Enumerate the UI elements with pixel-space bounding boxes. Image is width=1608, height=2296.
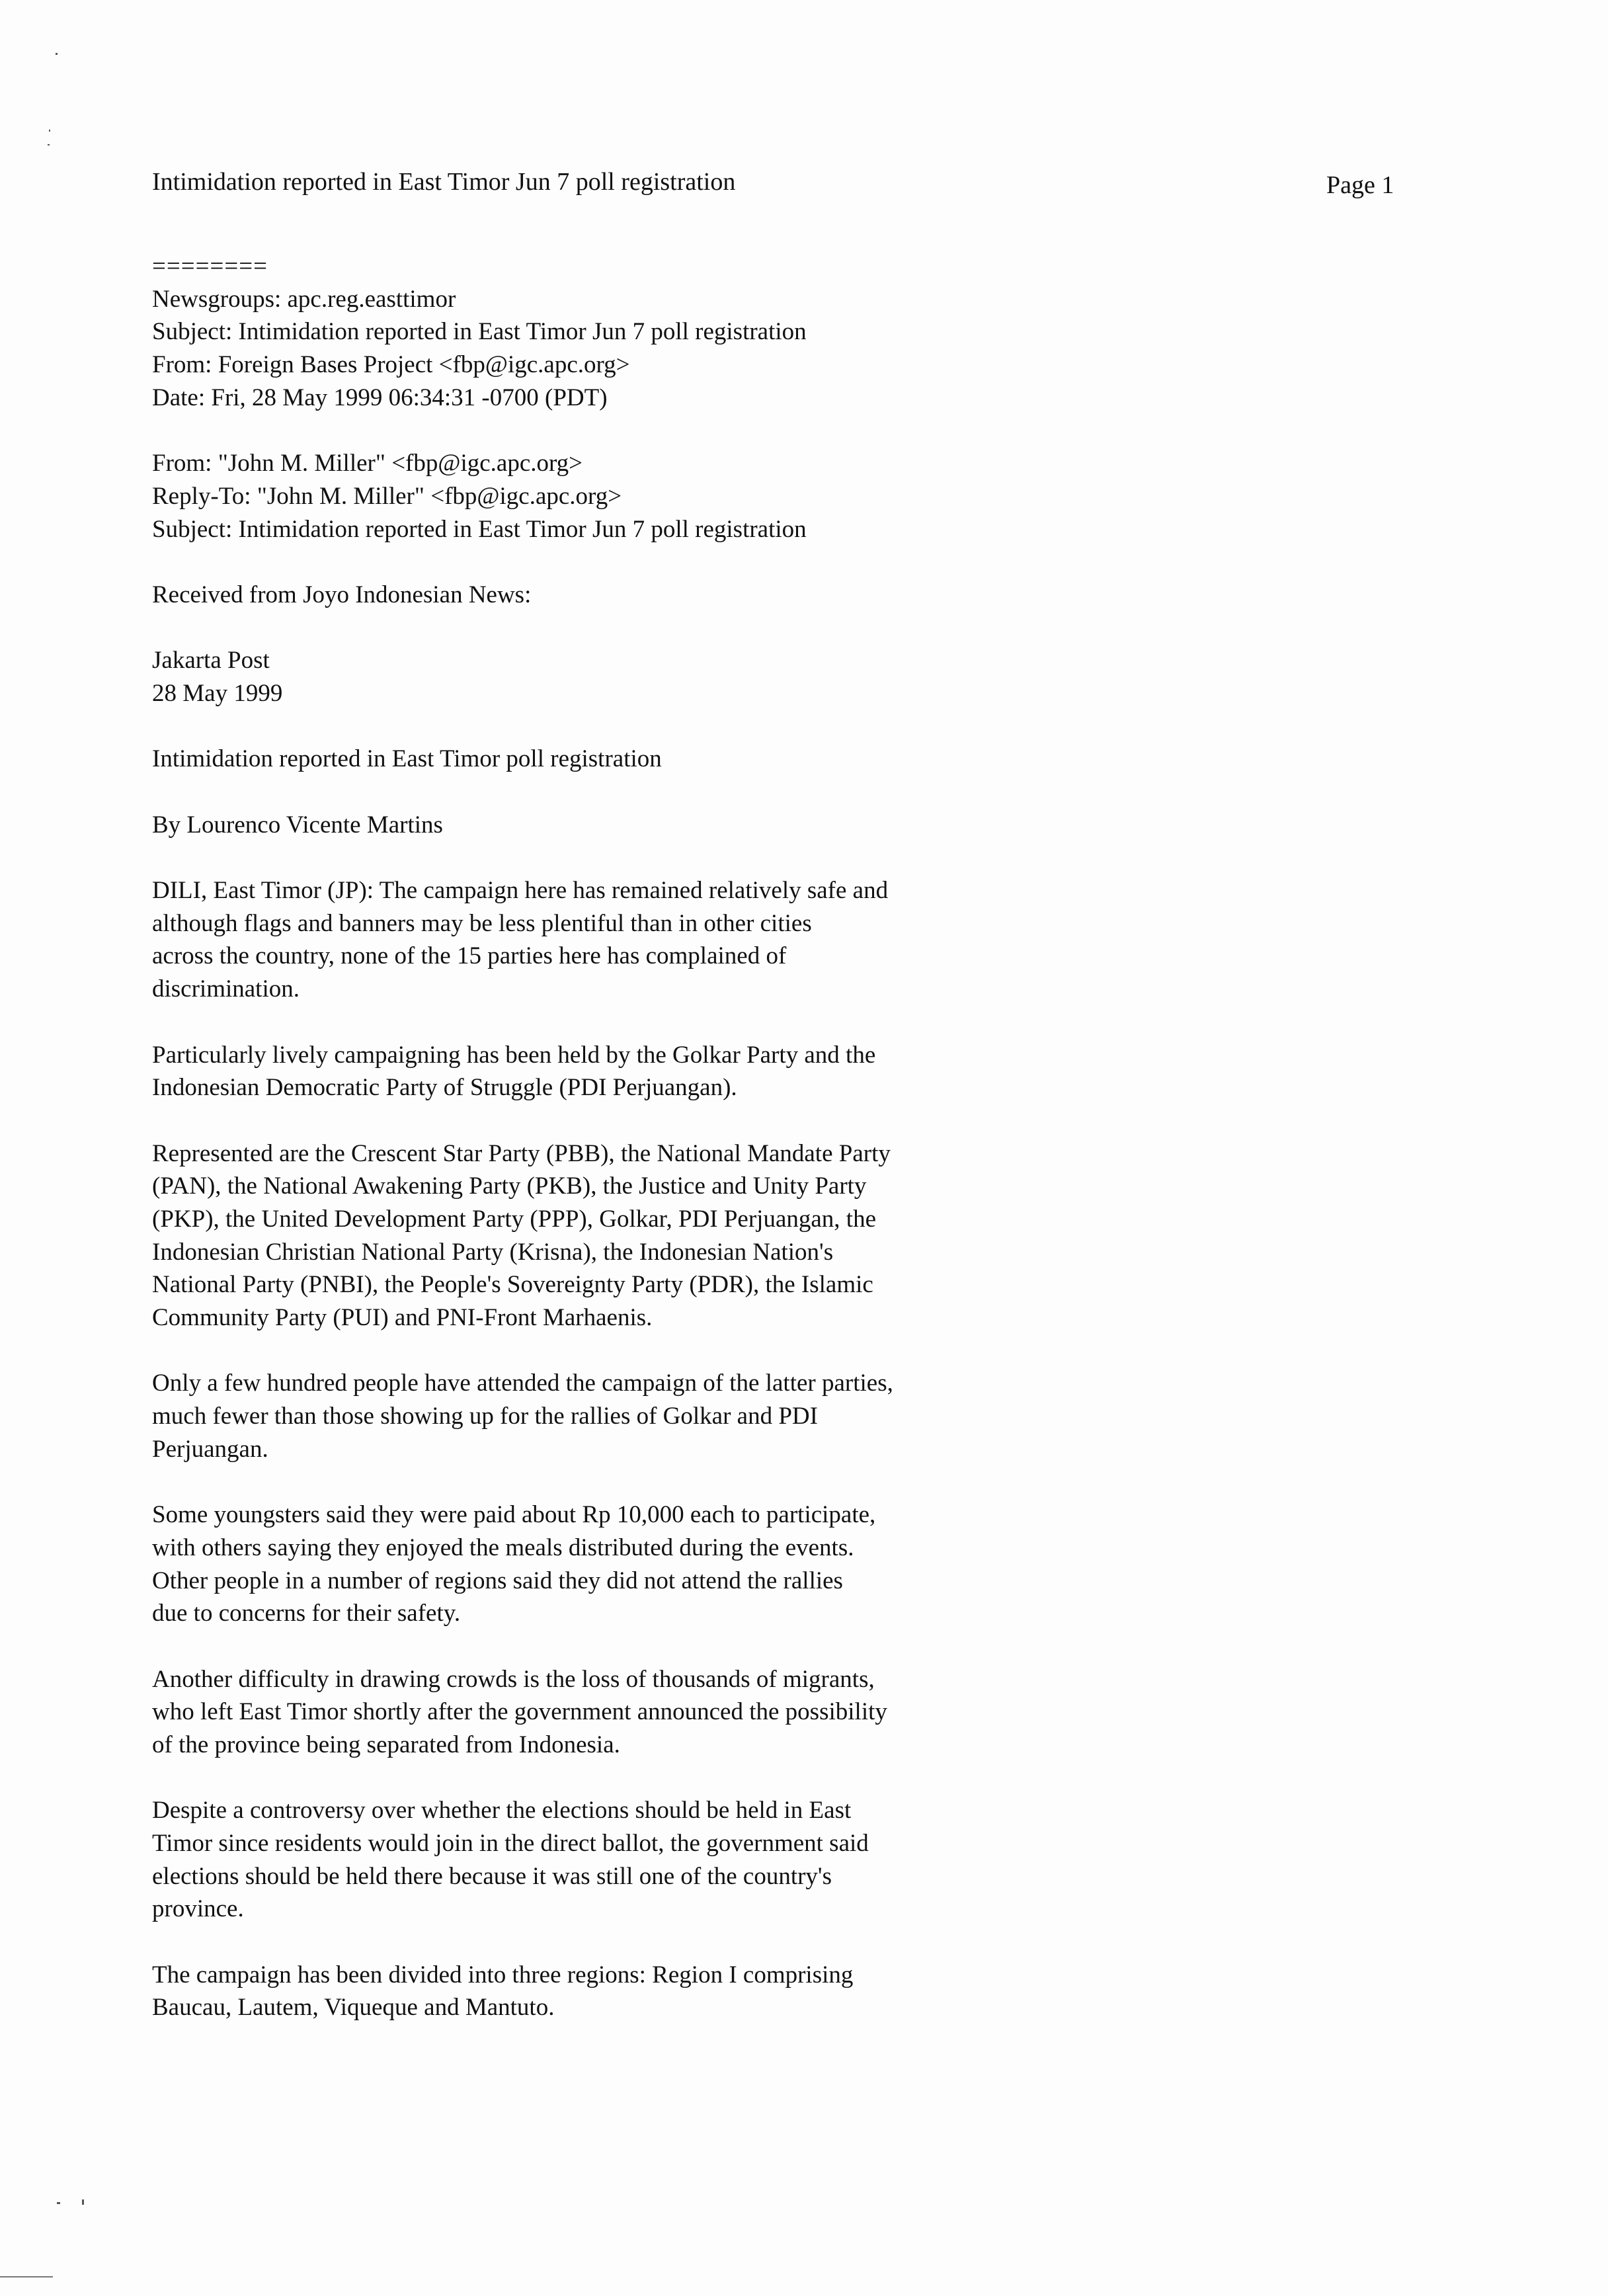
paragraph-line: with others saying they enjoyed the meals distributed during the events. — [152, 1534, 854, 1561]
paragraph-line: due to concerns for their safety. — [152, 1600, 461, 1627]
paragraph-line: elections should be held there because it was still one of the country's — [152, 1862, 832, 1890]
paragraph-line: National Party (PNBI), the People's Sovereignty Party (PDR), the Islamic — [152, 1271, 873, 1299]
article-paragraph-8 — [152, 1959, 1408, 2024]
scan-speck — [82, 2199, 84, 2205]
forward-from: From: "John M. Miller" <fbp@igc.apc.org> — [152, 450, 583, 477]
message-headers — [152, 283, 1408, 415]
article-paragraph-6 — [152, 1663, 1408, 1762]
scan-speck — [56, 53, 58, 55]
paragraph-line: Perjuangan. — [152, 1435, 268, 1463]
forward-reply-to: Reply-To: "John M. Miller" <fbp@igc.apc.org> — [152, 482, 622, 510]
article-headline: Intimidation reported in East Timor poll registration — [152, 745, 662, 773]
page-number: Page 1 — [1326, 171, 1394, 199]
running-head-title: Intimidation reported in East Timor Jun 7 poll registration — [152, 168, 736, 196]
spacer — [152, 1465, 1408, 1498]
header-from: From: Foreign Bases Project <fbp@igc.apc.org> — [152, 351, 630, 379]
paragraph-line: province. — [152, 1895, 244, 1923]
article-paragraph-2 — [152, 1039, 1408, 1104]
spacer — [152, 776, 1408, 809]
article-byline: By Lourenco Vicente Martins — [152, 811, 443, 839]
paragraph-line: Indonesian Democratic Party of Struggle (PDI Perjuangan). — [152, 1074, 737, 1102]
spacer — [152, 1006, 1408, 1039]
spacer — [152, 1334, 1408, 1368]
spacer — [152, 841, 1408, 874]
header-subject: Subject: Intimidation reported in East Timor Jun 7 poll registration — [152, 318, 807, 346]
paragraph-line: Timor since residents would join in the direct ballot, the government said — [152, 1830, 869, 1857]
paragraph-line: Represented are the Crescent Star Party (PBB), the National Mandate Party — [152, 1139, 891, 1167]
source-block — [152, 644, 1408, 710]
source-date: 28 May 1999 — [152, 679, 283, 707]
paragraph-line: Indonesian Christian National Party (Krisna), the Indonesian Nation's — [152, 1238, 834, 1266]
scan-speck — [48, 144, 50, 145]
forward-headers — [152, 447, 1408, 546]
spacer — [152, 612, 1408, 645]
spacer — [152, 710, 1408, 743]
scan-edge-line — [0, 2276, 53, 2277]
scan-speck — [49, 130, 50, 132]
paragraph-line: although flags and banners may be less plentiful than in other cities — [152, 909, 812, 937]
paragraph-line: Only a few hundred people have attended the campaign of the latter parties, — [152, 1370, 893, 1397]
paragraph-line: discrimination. — [152, 975, 300, 1003]
paragraph-line: Some youngsters said they were paid about Rp 10,000 each to participate, — [152, 1501, 876, 1529]
paragraph-line: (PKP), the United Development Party (PPP), Golkar, PDI Perjuangan, the — [152, 1205, 877, 1233]
scan-speck — [57, 2202, 60, 2204]
spacer — [152, 1630, 1408, 1663]
header-date: Date: Fri, 28 May 1999 06:34:31 -0700 (PDT) — [152, 384, 608, 411]
header-newsgroups: Newsgroups: apc.reg.easttimor — [152, 285, 456, 313]
forward-subject: Subject: Intimidation reported in East Timor Jun 7 poll registration — [152, 515, 807, 543]
spacer — [152, 546, 1408, 579]
document-body — [152, 250, 1408, 2024]
paragraph-line: who left East Timor shortly after the government announced the possibility — [152, 1698, 887, 1726]
source-publication: Jakarta Post — [152, 647, 270, 675]
paragraph-line: across the country, none of the 15 parties here has complained of — [152, 942, 787, 970]
paragraph-line: Other people in a number of regions said they did not attend the rallies — [152, 1567, 843, 1594]
paragraph-line: Particularly lively campaigning has been held by the Golkar Party and the — [152, 1041, 876, 1069]
paragraph-line: Community Party (PUI) and PNI-Front Marhaenis. — [152, 1304, 653, 1331]
paragraph-line: (PAN), the National Awakening Party (PKB), the Justice and Unity Party — [152, 1172, 867, 1200]
paragraph-line: of the province being separated from Indonesia. — [152, 1731, 620, 1758]
paragraph-line: Another difficulty in drawing crowds is the loss of thousands of migrants, — [152, 1665, 875, 1693]
article-paragraph-3 — [152, 1137, 1408, 1334]
separator-line: ======== — [152, 253, 268, 280]
article-paragraph-4 — [152, 1367, 1408, 1465]
paragraph-line: Despite a controversy over whether the elections should be held in East — [152, 1797, 852, 1824]
spacer — [152, 1762, 1408, 1795]
received-from-line: Received from Joyo Indonesian News: — [152, 581, 532, 608]
spacer — [152, 414, 1408, 447]
paragraph-line: DILI, East Timor (JP): The campaign here has remained relatively safe and — [152, 877, 889, 905]
spacer — [152, 1926, 1408, 1959]
spacer — [152, 1104, 1408, 1137]
article-paragraph-5 — [152, 1498, 1408, 1630]
article-paragraph-7 — [152, 1794, 1408, 1926]
paragraph-line: Baucau, Lautem, Viqueque and Mantuto. — [152, 1994, 555, 2022]
article-paragraph-1 — [152, 874, 1408, 1006]
paragraph-line: The campaign has been divided into three regions: Region I comprising — [152, 1961, 854, 1988]
paragraph-line: much fewer than those showing up for the rallies of Golkar and PDI — [152, 1403, 818, 1430]
